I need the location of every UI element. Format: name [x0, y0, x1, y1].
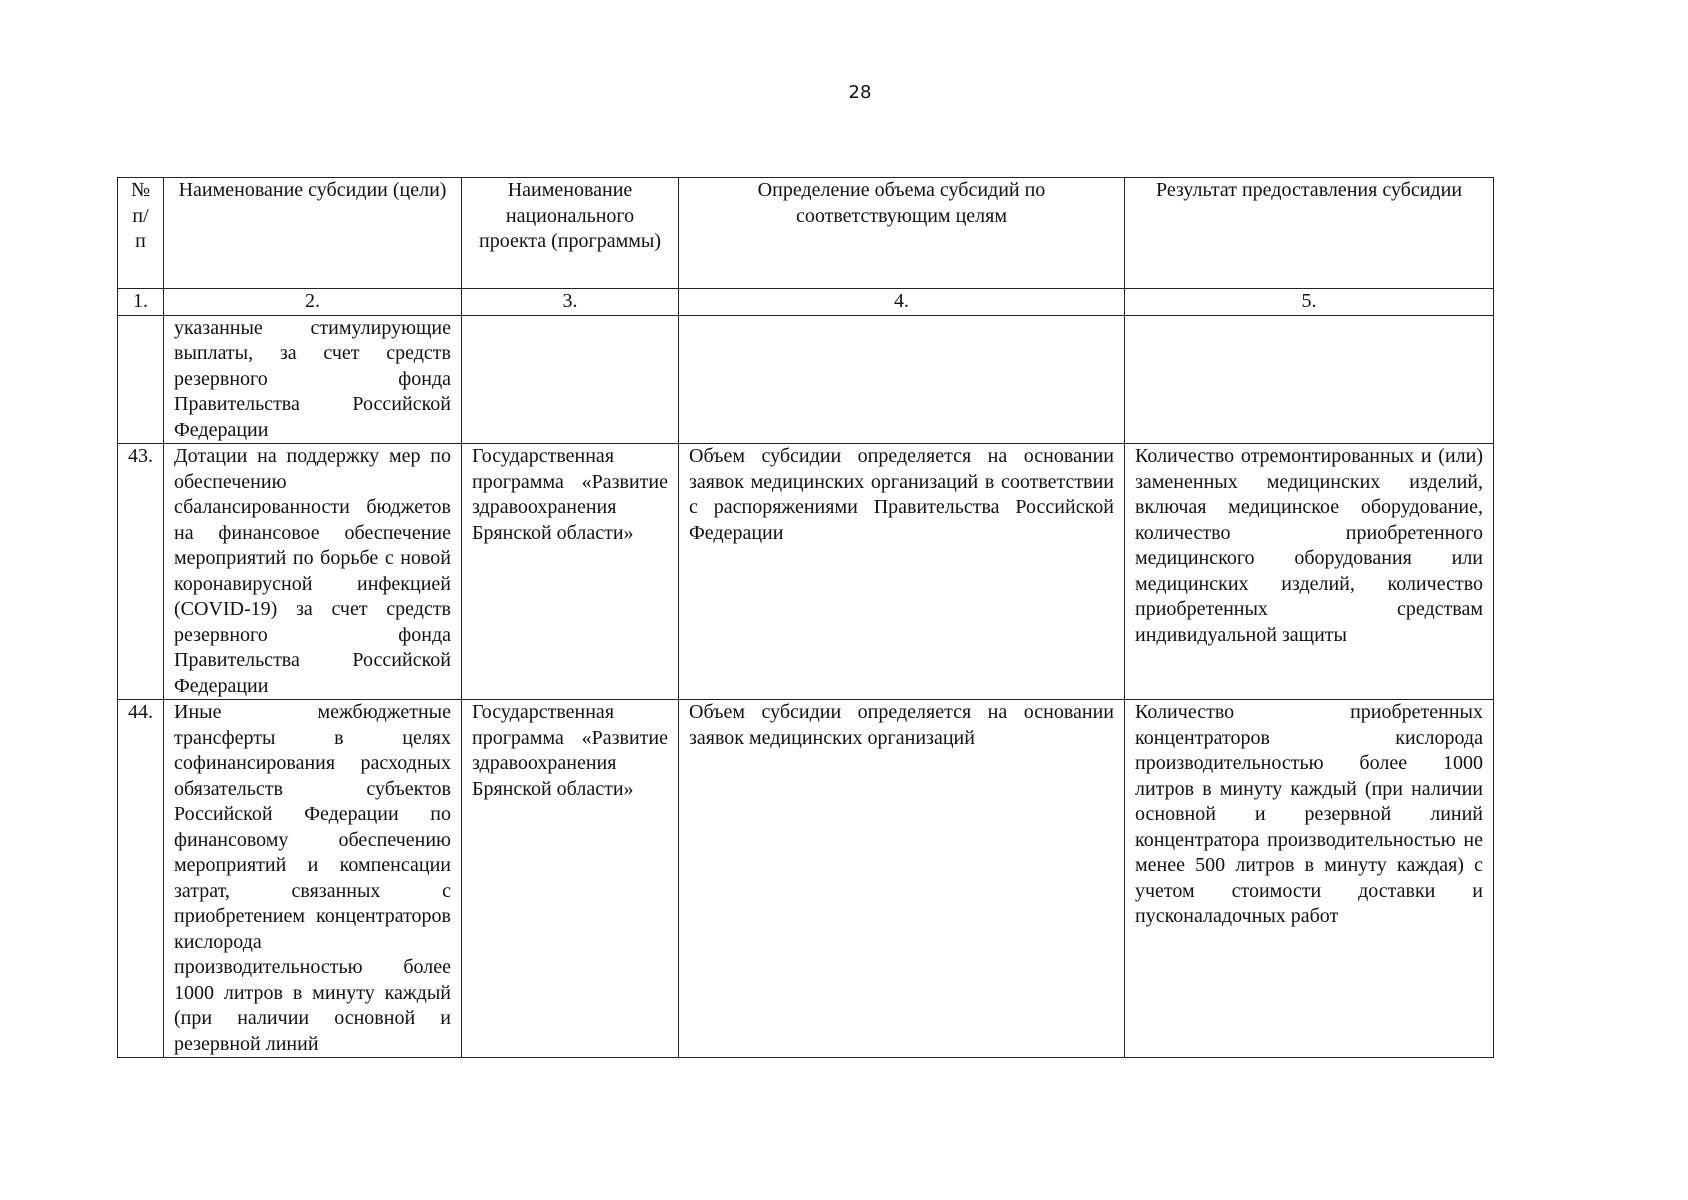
header-number: № п/п — [118, 178, 164, 289]
table-header-row — [118, 178, 1494, 289]
project-cell: Государственная программа «Развитие здравоохранения Брянской области» — [462, 700, 679, 1058]
table-row — [118, 315, 1494, 444]
column-number-row — [118, 289, 1494, 316]
result-cell: Количество отремонтированных и (или) замененных медицинских изделий, включая медицинское оборудование, количество приобретенного медицинского оборудования или медицинских изделий, количество приобретенных средствам индивидуальной защиты — [1125, 444, 1494, 700]
volume-cell — [679, 315, 1125, 444]
column-number-3: 3. — [462, 289, 679, 316]
header-project-name: Наименование национального проекта (программы) — [462, 178, 679, 289]
header-volume-definition: Определение объема субсидий по соответствующим целям — [679, 178, 1125, 289]
table-row — [118, 700, 1494, 1058]
row-number: 43. — [118, 444, 164, 700]
column-number-5: 5. — [1125, 289, 1494, 316]
result-cell: Количество приобретенных концентраторов кислорода производительностью более 1000 литров в минуту каждый (при наличии основной и резервной линий концентратора производительностью не менее 500 литров в минуту каждая) с учетом стоимости доставки и пусконаладочных работ — [1125, 700, 1494, 1058]
page-number: 28 — [848, 82, 872, 103]
subsidy-name-cell: указанные стимулирующие выплаты, за счет средств резервного фонда Правительства Российской Федерации — [164, 315, 462, 444]
project-cell — [462, 315, 679, 444]
subsidy-name-cell: Дотации на поддержку мер по обеспечению сбалансированности бюджетов на финансовое обеспечение мероприятий по борьбе с новой коронавирусной инфекцией (COVID-19) за счет средств резервного фонда Правительства Российской Федерации — [164, 444, 462, 700]
column-number-4: 4. — [679, 289, 1125, 316]
column-number-1: 1. — [118, 289, 164, 316]
subsidies-table — [117, 177, 1494, 1058]
row-number: 44. — [118, 700, 164, 1058]
subsidy-name-cell: Иные межбюджетные трансферты в целях софинансирования расходных обязательств субъектов Российской Федерации по финансовому обеспечению мероприятий и компенсации затрат, связанных с приобретением концентраторов кислорода производительностью более 1000 литров в минуту каждый (при наличии основной и резервной линий — [164, 700, 462, 1058]
volume-cell: Объем субсидии определяется на основании заявок медицинских организаций в соответствии с распоряжениями Правительства Российской Федерации — [679, 444, 1125, 700]
header-result: Результат предоставления субсидии — [1125, 178, 1494, 289]
column-number-2: 2. — [164, 289, 462, 316]
result-cell — [1125, 315, 1494, 444]
row-number — [118, 315, 164, 444]
table-row — [118, 444, 1494, 700]
volume-cell: Объем субсидии определяется на основании заявок медицинских организаций — [679, 700, 1125, 1058]
header-subsidy-name: Наименование субсидии (цели) — [164, 178, 462, 289]
project-cell: Государственная программа «Развитие здравоохранения Брянской области» — [462, 444, 679, 700]
